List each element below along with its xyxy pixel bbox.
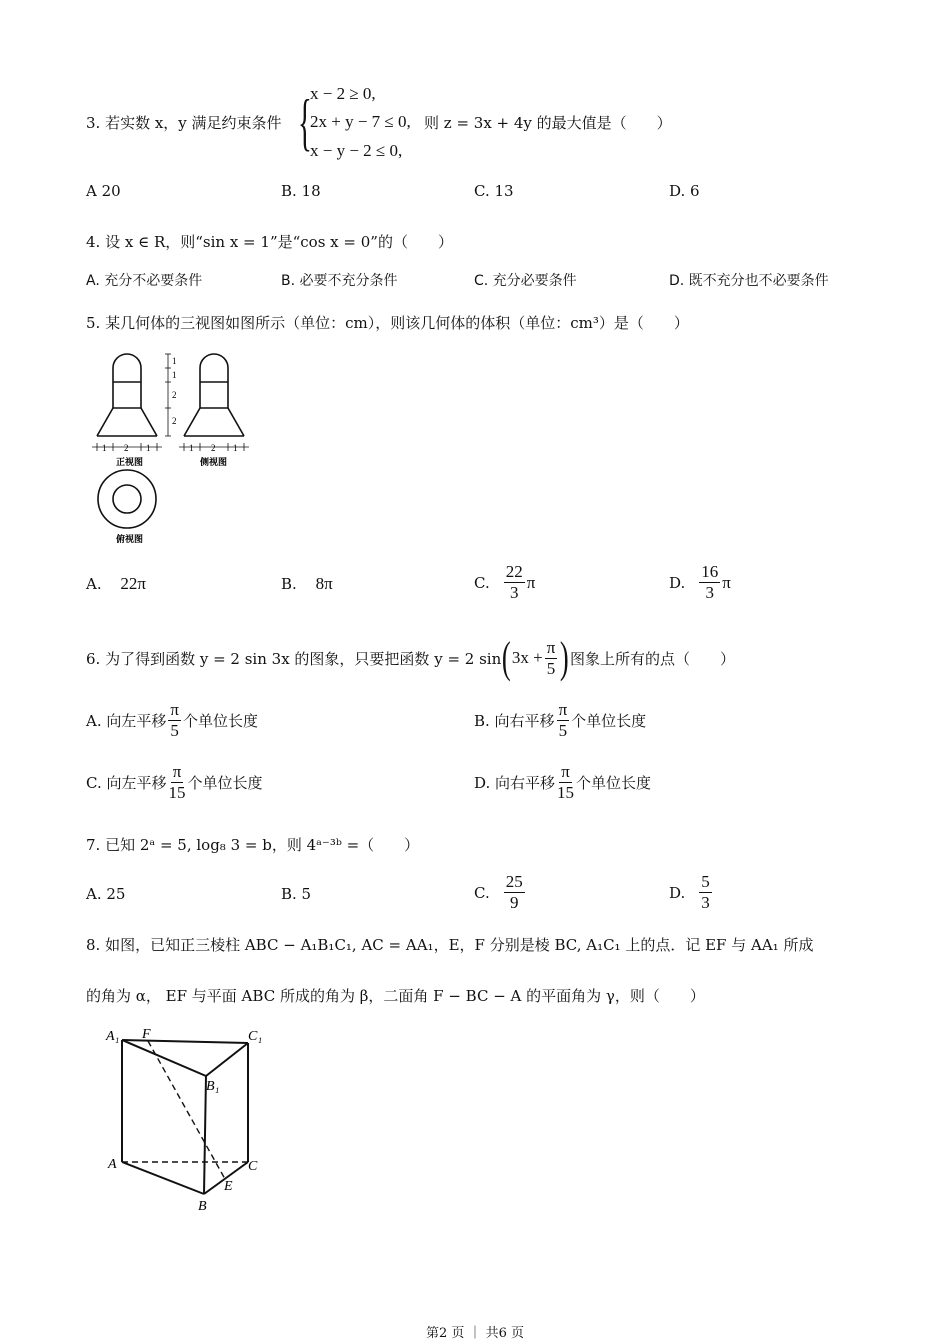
side-view-label: 侧视图: [200, 457, 228, 467]
q6-option-b-denominator: 5: [558, 721, 568, 740]
q5-option-d-denominator: 3: [705, 583, 715, 602]
q3-option-a: A 20: [86, 182, 121, 200]
q6-option-b: [474, 700, 646, 741]
q3-option-d: D. 6: [669, 182, 700, 200]
dim-side-view-3: 1: [233, 443, 238, 453]
q6-option-b-text: B. 向右平移: [474, 712, 555, 730]
q6-option-d: [474, 762, 651, 803]
q6-right-paren: ): [560, 633, 570, 682]
front-view-label: 正视图: [116, 457, 144, 467]
q5-option-c: [474, 562, 535, 603]
label-f: F: [142, 1027, 151, 1042]
dim-front-1: 1: [102, 443, 107, 453]
label-e: E: [224, 1179, 233, 1194]
q5-option-b: [281, 574, 333, 594]
side-view: [184, 354, 244, 436]
vertical-dimension: [165, 354, 171, 436]
q6-option-a-denominator: 5: [170, 721, 179, 740]
q5-option-b-label: B.: [281, 575, 297, 593]
q6-option-d-tail: 个单位长度: [576, 774, 652, 792]
q5-option-c-numerator: 22: [505, 562, 523, 581]
q3-option-c: C. 13: [474, 182, 514, 200]
q3-suffix: 则 z = 3x + 4y 的最大值是（ ）: [424, 114, 672, 132]
label-c1: C₁: [248, 1029, 263, 1044]
q6-option-c-numerator: π: [172, 762, 182, 781]
top-view-label: 俯视图: [116, 534, 144, 544]
q3-constraint-3: x − y − 2 ≤ 0,: [310, 141, 403, 160]
q6-inner-numerator: π: [546, 637, 556, 657]
q7-option-d-denominator: 3: [701, 893, 710, 912]
q7-option-b: B. 5: [281, 885, 312, 903]
q5-option-c-denominator: 3: [509, 583, 519, 602]
q6-option-c-tail: 个单位长度: [187, 774, 263, 792]
dim-side-3: 2: [172, 390, 177, 400]
q6-inner-expression: 3x +: [511, 648, 543, 667]
dim-side-1: 1: [172, 356, 177, 366]
dim-side-2: 1: [172, 370, 177, 380]
q4-option-b: B. 必要不充分条件: [281, 273, 398, 289]
dim-side-view-1: 1: [189, 443, 194, 453]
q4-option-c: C. 充分必要条件: [474, 273, 577, 289]
q6-option-d-numerator: π: [561, 762, 570, 781]
page-footer: 第2 页 ｜ 共6 页: [425, 1326, 525, 1341]
label-a: A: [108, 1157, 117, 1172]
q7-option-c-denominator: 9: [509, 893, 519, 912]
label-a1: A₁: [106, 1029, 120, 1044]
label-b: B: [198, 1199, 207, 1214]
q5-option-c-pi: π: [526, 572, 536, 592]
q6-option-c-denominator: 15: [168, 783, 186, 802]
q6-option-b-tail: 个单位长度: [571, 712, 647, 730]
q5-option-d-label: D.: [669, 573, 686, 592]
q6-stem: [86, 633, 736, 682]
q6-left-paren: (: [502, 633, 511, 682]
q6-option-a-text: A. 向左平移: [86, 712, 167, 730]
dim-side-4: 2: [172, 416, 177, 426]
front-view: [97, 354, 157, 436]
q5-option-a-label: A.: [86, 575, 102, 593]
top-view: [98, 470, 156, 528]
q7-option-d-numerator: 5: [701, 872, 710, 891]
q6-stem-part-b: 图象上所有的点（ ）: [570, 649, 736, 668]
three-view-figure: [88, 350, 268, 550]
q5-option-d-numerator: 16: [701, 562, 719, 581]
q6-option-d-denominator: 15: [557, 783, 575, 802]
q5-option-b-value: 8π: [315, 574, 333, 593]
q7-option-c: [474, 872, 527, 913]
horizontal-dimension: [92, 443, 249, 451]
q4-stem: 4. 设 x ∈ R，则“sin x = 1”是“cos x = 0”的（ ）: [86, 233, 453, 251]
q5-option-a-value: 22π: [120, 574, 146, 593]
q5-option-d: [669, 562, 731, 603]
q6-option-a-numerator: π: [170, 700, 179, 719]
q6-option-c-text: C. 向左平移: [86, 774, 167, 792]
q3-brace: {: [298, 86, 312, 157]
q5-stem: 5. 某几何体的三视图如图所示（单位：cm），则该几何体的体积（单位：cm³）是（ ）: [86, 314, 689, 332]
q7-option-a: A. 25: [86, 885, 126, 903]
q7-option-c-numerator: 25: [505, 872, 523, 891]
q6-option-a: [86, 700, 258, 741]
q4-option-a: A. 充分不必要条件: [86, 273, 203, 289]
q7-option-d-label: D.: [669, 883, 686, 902]
label-b1: B₁: [206, 1079, 220, 1094]
q3-option-b: B. 18: [281, 182, 321, 200]
q3-prefix: 3. 若实数 x，y 满足约束条件: [86, 114, 282, 132]
q5-option-d-pi: π: [722, 572, 731, 592]
q7-option-d: [669, 872, 714, 913]
q4-option-d: D. 既不充分也不必要条件: [669, 273, 829, 289]
dim-side-view-2: 2: [211, 443, 216, 453]
q8-line-2: 的角为 α， EF 与平面 ABC 所成的角为 β，二面角 F − BC − A 的平面角为 γ，则（ ）: [86, 987, 705, 1005]
prism-figure: [98, 1024, 278, 1216]
q5-option-a: [86, 574, 146, 594]
label-c: C: [248, 1159, 258, 1174]
q5-option-c-label: C.: [474, 573, 490, 592]
q3-constraint-1: x − 2 ≥ 0,: [310, 84, 376, 103]
q6-option-d-text: D. 向右平移: [474, 774, 556, 792]
q6-stem-part-a: 6. 为了得到函数 y = 2 sin 3x 的图象，只要把函数 y = 2 sin: [86, 649, 502, 668]
q7-stem: 7. 已知 2ᵃ = 5, log₈ 3 = b，则 4ᵃ⁻³ᵇ =（ ）: [86, 836, 420, 854]
q6-option-a-tail: 个单位长度: [182, 712, 258, 730]
dim-front-3: 1: [146, 443, 151, 453]
q7-option-c-label: C.: [474, 883, 490, 902]
dim-front-2: 2: [124, 443, 129, 453]
q6-option-b-numerator: π: [558, 700, 568, 719]
q3-constraint-2: 2x + y − 7 ≤ 0,: [310, 112, 411, 131]
q6-inner-denominator: 5: [546, 658, 556, 678]
q8-line-1: 8. 如图，已知正三棱柱 ABC − A₁B₁C₁, AC = AA₁，E，F 分别是棱 BC, A₁C₁ 上的点．记 EF 与 AA₁ 所成: [86, 936, 814, 954]
q6-option-c: [86, 762, 263, 803]
